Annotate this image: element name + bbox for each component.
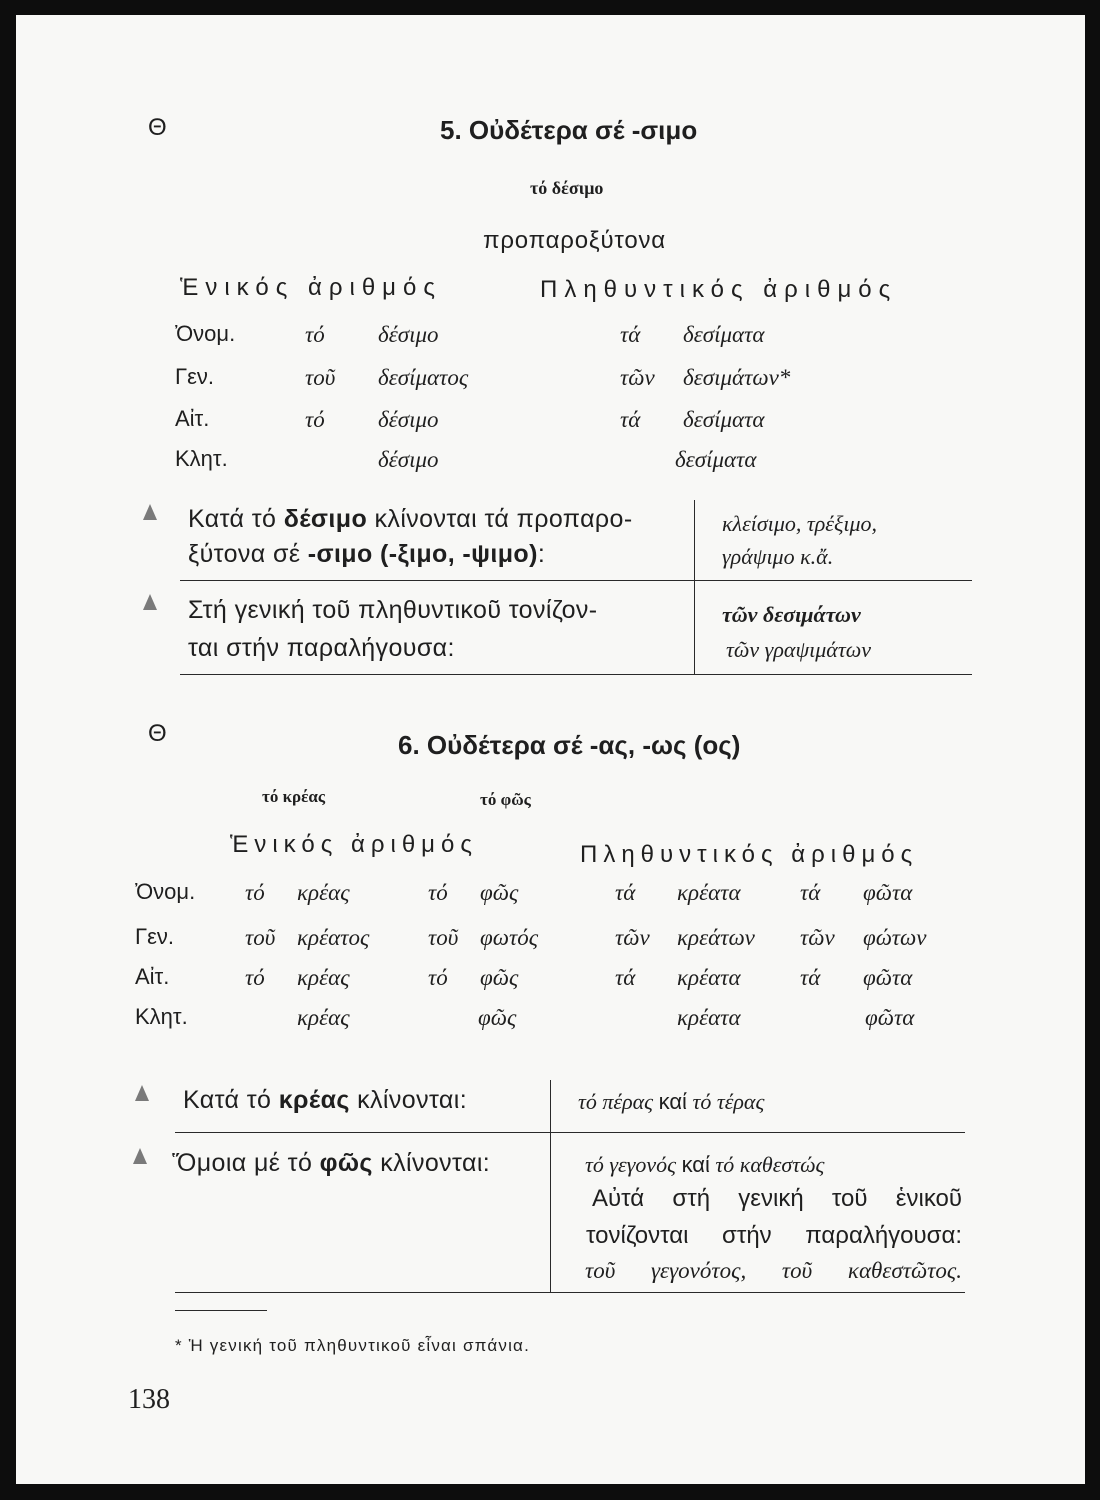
singular-article: τό: [245, 965, 265, 990]
rule-text: Κατά τό: [183, 1086, 272, 1114]
section-5-row-accusative: [0, 408, 1080, 436]
section-6-row-vocative: [0, 1006, 1080, 1034]
plural-article: τῶν: [615, 925, 650, 950]
example-noun: τό καθεστώς: [715, 1152, 825, 1177]
singular-article: τοῦ: [305, 365, 336, 390]
plural-article: τά: [620, 407, 641, 432]
accent-example-line-2: τῶν γραψιμάτων: [726, 637, 871, 662]
section-6-row-nominative: [0, 881, 1080, 909]
accent-rule-line-2: ται στήν παραλήγουσα:: [188, 634, 455, 662]
section-6-theta-marker: Θ: [148, 720, 167, 747]
plural-form: κρεάτων: [677, 925, 755, 950]
rule-text: κλίνονται τά προπαρο-: [374, 505, 633, 533]
fos-rule-text: [172, 1151, 490, 1176]
section-5-row-nominative: [0, 323, 1080, 351]
singular-form: δέσιμο: [378, 407, 439, 432]
singular-form: δέσιμο: [378, 322, 439, 347]
footnote-rule: [175, 1310, 267, 1311]
section-6-title: 6. Οὐδέτερα σέ -ας, -ως (ος): [398, 730, 741, 760]
plural-article: τά: [800, 965, 821, 990]
row-divider: [175, 1292, 965, 1293]
declension-rule-line-1: [188, 507, 633, 532]
singular-form: κρέας: [297, 880, 350, 905]
section-6-plural-header: Πληθυντικός ἀριθμός: [580, 841, 919, 868]
conjunction: καί: [658, 1089, 687, 1114]
case-label: Κλητ.: [175, 446, 228, 471]
accent-rule-line-1: Στή γενική τοῦ πληθυντικοῦ τονίζον-: [188, 596, 598, 624]
plural-form: φώτων: [863, 925, 927, 950]
footnote: * Ἡ γενική τοῦ πληθυντικοῦ εἶναι σπάνια.: [175, 1336, 530, 1355]
section-6-example-noun-fos: τό φῶς: [480, 790, 531, 809]
plural-form: φῶτα: [865, 1005, 915, 1030]
fos-explanation-line-1: Αὐτά στή γενική τοῦ ἑνικοῦ: [592, 1185, 962, 1212]
rule-text-bold: δέσιμο: [283, 505, 368, 533]
plural-article: τά: [800, 880, 821, 905]
rule-text: ξύτονα σέ: [188, 540, 301, 568]
triangle-marker-icon: [143, 504, 157, 520]
page-number: 138: [128, 1384, 170, 1415]
case-label: Ὀνομ.: [135, 879, 196, 904]
singular-form: δέσιμο: [378, 447, 439, 472]
plural-form: δεσίματα: [675, 447, 757, 472]
example-noun: τό γεγονός: [585, 1152, 677, 1177]
plural-form: κρέατα: [677, 1005, 741, 1030]
example-noun: τό πέρας: [578, 1089, 654, 1114]
rule-text: Ὅμοια μέ τό: [172, 1149, 313, 1177]
plural-form: δεσίματα: [683, 407, 765, 432]
rule-text: κλίνονται:: [357, 1086, 468, 1114]
singular-form: φωτός: [480, 925, 539, 950]
section-5-row-vocative: [0, 448, 1080, 476]
singular-form: φῶς: [478, 1005, 517, 1030]
triangle-marker-icon: [143, 594, 157, 610]
example-noun: τό τέρας: [692, 1089, 765, 1114]
rule-text: κλίνονται:: [380, 1149, 491, 1177]
declension-example-line-2: γράψιμο κ.ἄ.: [722, 544, 834, 569]
column-divider: [694, 500, 695, 674]
plural-article: τά: [615, 880, 636, 905]
singular-article: τό: [428, 880, 448, 905]
section-5-singular-header: Ἑνικός ἀριθμός: [180, 274, 442, 301]
case-label: Κλητ.: [135, 1004, 188, 1029]
rule-text-bold: φῶς: [319, 1149, 373, 1177]
rule-text: Κατά τό: [188, 505, 277, 533]
plural-form: δεσιμάτων*: [683, 365, 791, 390]
fos-explanation-line-2: τονίζονται στήν παραλήγουσα:: [586, 1222, 962, 1249]
section-6-row-genitive: [0, 926, 1080, 954]
case-label: Γεν.: [175, 364, 215, 389]
conjunction: καί: [681, 1152, 710, 1177]
rule-text-bold: -σιμο (-ξιμο, -ψιμο): [307, 540, 538, 568]
row-divider: [175, 1132, 965, 1133]
section-6-row-accusative: [0, 966, 1080, 994]
plural-article: τά: [615, 965, 636, 990]
section-5-example-noun: τό δέσιμο: [530, 178, 604, 198]
singular-form: κρέατος: [297, 925, 370, 950]
plural-form: κρέατα: [677, 965, 741, 990]
column-divider: [550, 1080, 551, 1292]
section-6-example-noun-kreas: τό κρέας: [262, 787, 326, 806]
section-6-singular-header: Ἑνικός ἀριθμός: [230, 831, 478, 858]
singular-form: κρέας: [297, 965, 350, 990]
row-divider: [180, 580, 972, 581]
plural-article: τῶν: [620, 365, 655, 390]
section-5-plural-header: Πληθυντικός ἀριθμός: [540, 276, 898, 303]
case-label: Αἰτ.: [175, 406, 210, 431]
triangle-marker-icon: [135, 1085, 149, 1101]
singular-article: τοῦ: [245, 925, 276, 950]
plural-form: δεσίματα: [683, 322, 765, 347]
fos-genitive-forms: τοῦ γεγονότος, τοῦ καθεστῶτος.: [585, 1258, 962, 1283]
rule-text-bold: κρέας: [278, 1086, 350, 1114]
singular-article: τό: [245, 880, 265, 905]
rule-text: :: [537, 540, 546, 568]
section-5-row-genitive: [0, 366, 1080, 394]
singular-form: φῶς: [480, 880, 519, 905]
declension-example-line-1: κλείσιμο, τρέξιμο,: [722, 511, 878, 536]
case-label: Ὀνομ.: [175, 321, 236, 346]
section-5-theta-marker: Θ: [148, 114, 167, 141]
plural-form: φῶτα: [863, 965, 913, 990]
accent-example-line-1: τῶν δεσιμάτων: [722, 602, 861, 627]
singular-article: τό: [428, 965, 448, 990]
row-divider: [180, 674, 972, 675]
fos-examples: [585, 1154, 824, 1176]
plural-form: φῶτα: [863, 880, 913, 905]
singular-form: φῶς: [480, 965, 519, 990]
singular-article: τό: [305, 322, 325, 347]
singular-form: κρέας: [297, 1005, 350, 1030]
case-label: Αἰτ.: [135, 964, 170, 989]
singular-article: τοῦ: [428, 925, 459, 950]
plural-form: κρέατα: [677, 880, 741, 905]
case-label: Γεν.: [135, 924, 175, 949]
section-5-accent-type: προπαροξύτονα: [483, 227, 666, 254]
singular-article: τό: [305, 407, 325, 432]
section-5-title: 5. Οὐδέτερα σέ -σιμο: [440, 115, 698, 145]
plural-article: τά: [620, 322, 641, 347]
kreas-rule-text: [183, 1088, 467, 1113]
plural-article: τῶν: [800, 925, 835, 950]
kreas-examples: [578, 1091, 764, 1113]
singular-form: δεσίματος: [378, 365, 469, 390]
triangle-marker-icon: [133, 1148, 147, 1164]
declension-rule-line-2: [188, 542, 545, 567]
